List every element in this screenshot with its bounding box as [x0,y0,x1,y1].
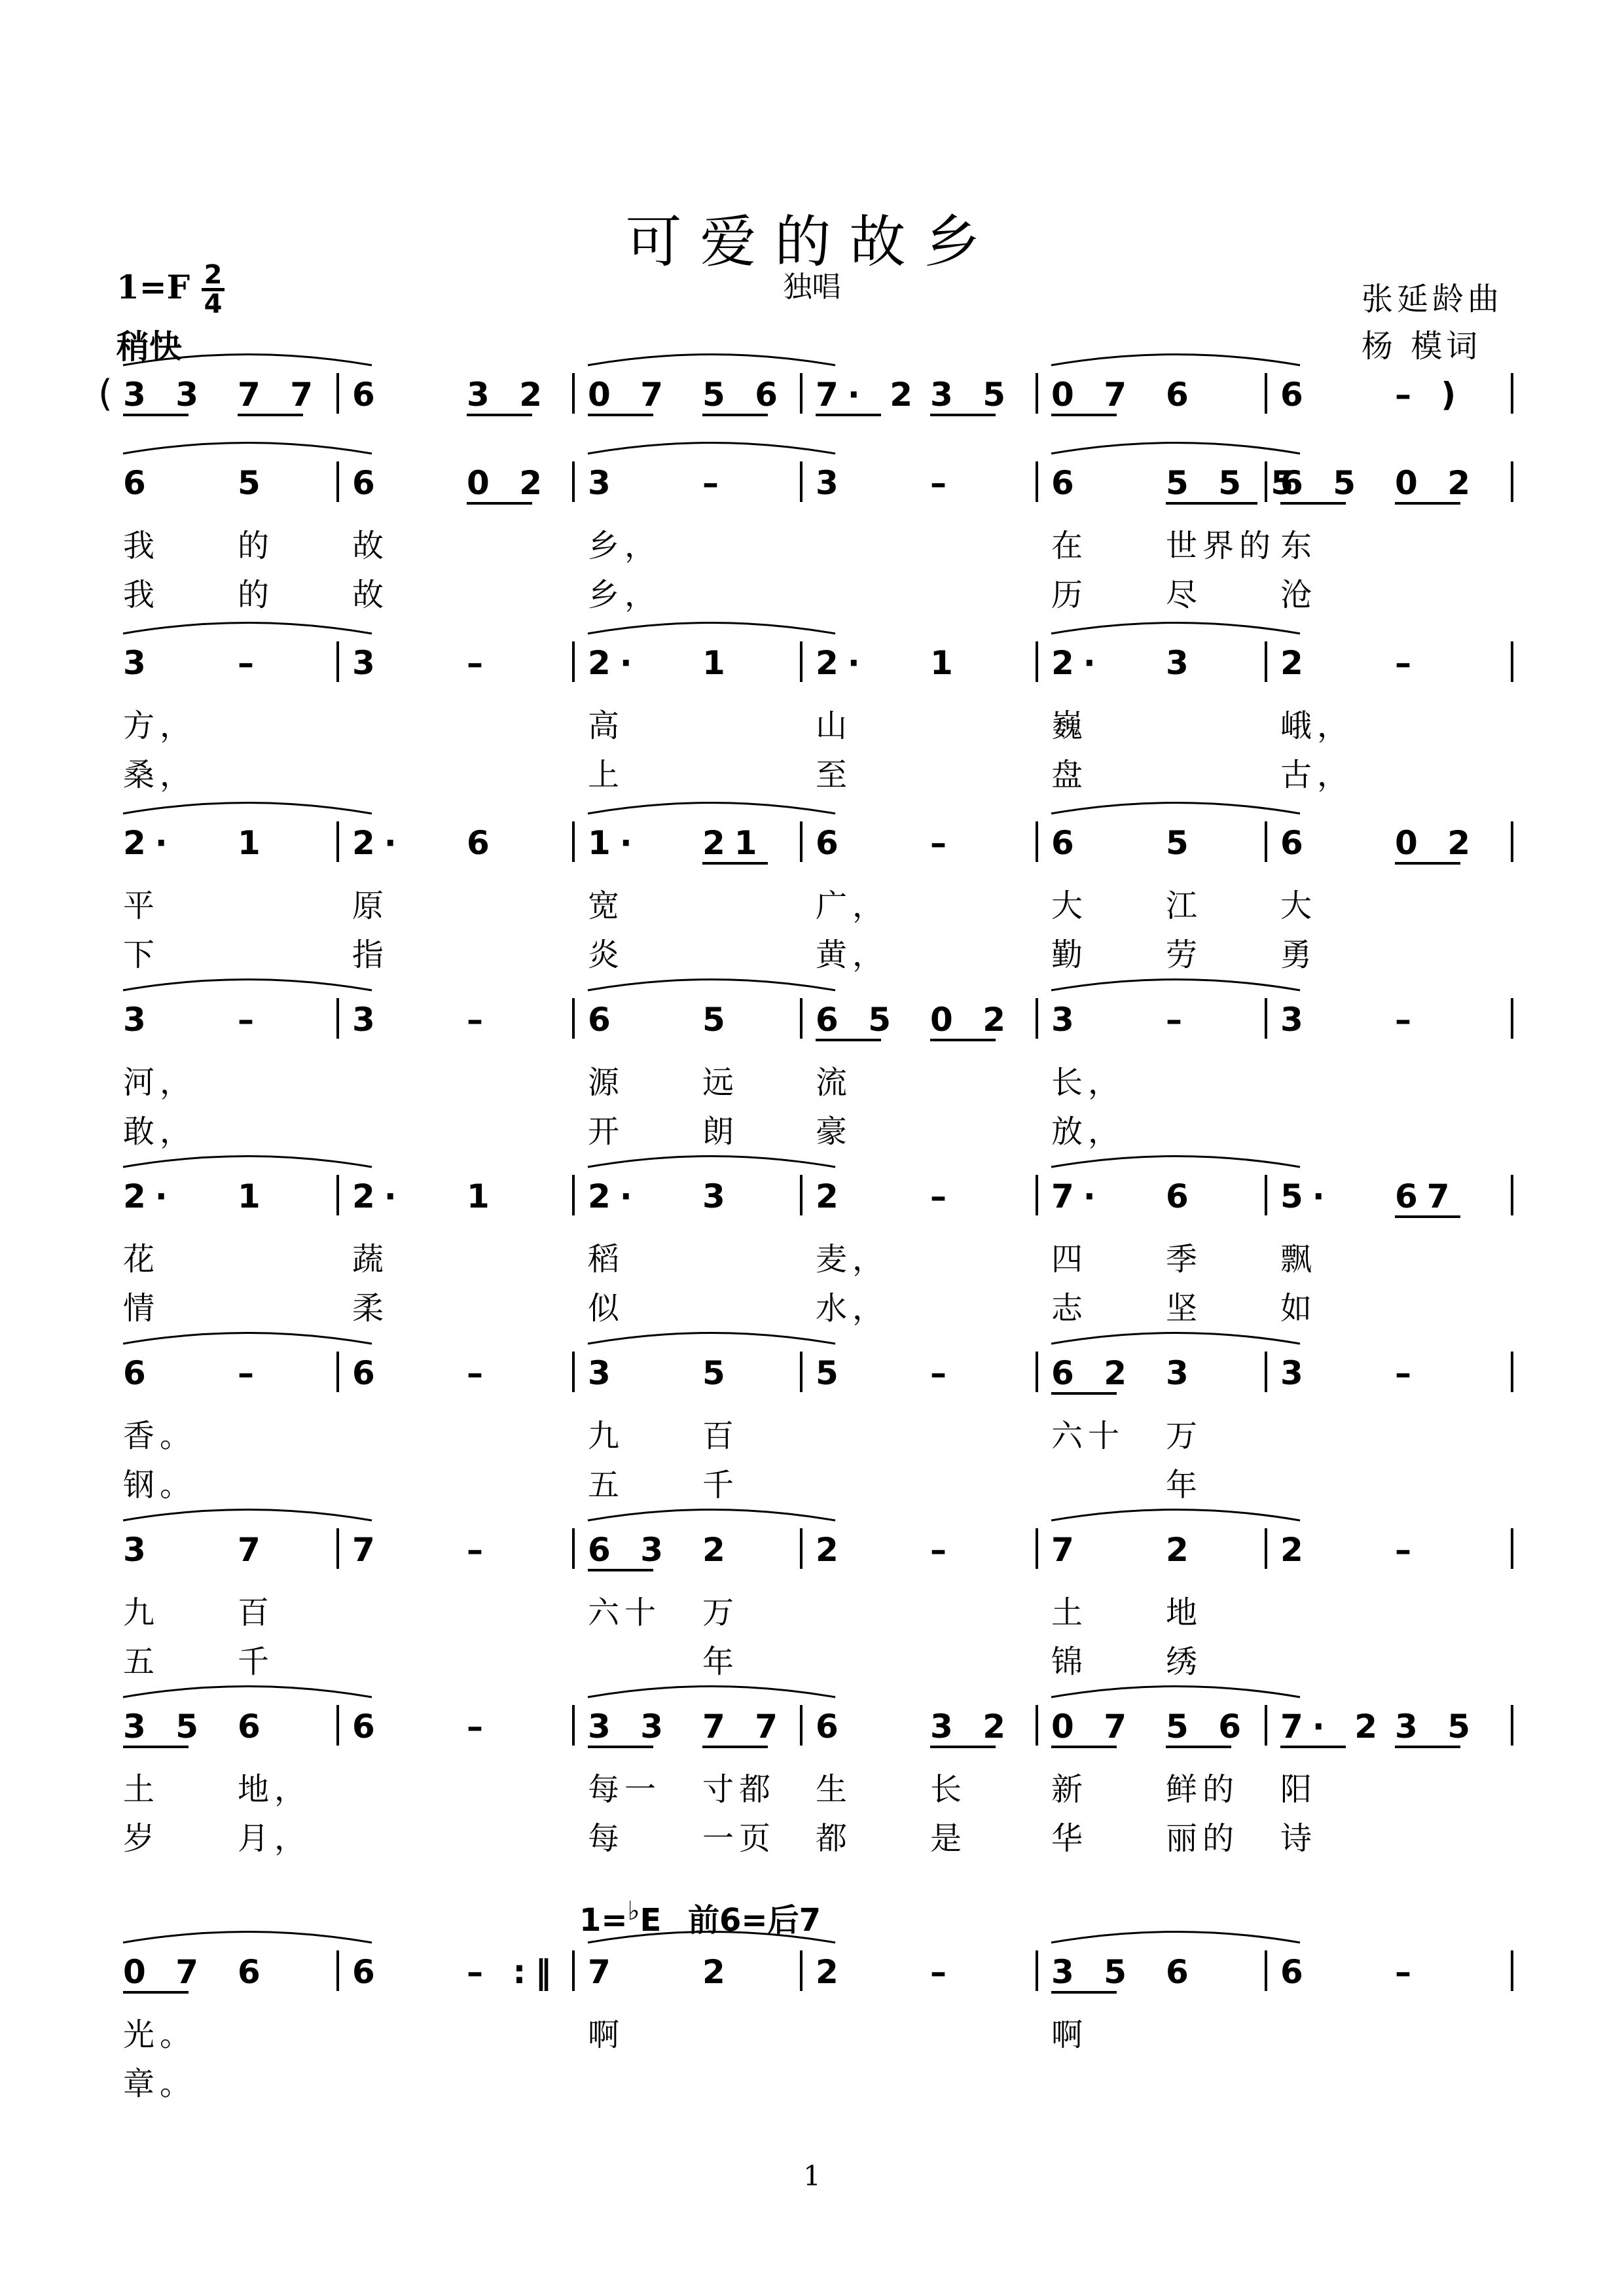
note-group: 2 [816,1531,848,1569]
slur [588,1333,835,1344]
slur [123,980,372,991]
lyric-syllable: 朗 [702,1113,740,1150]
lyric-syllable: 麦， [816,1241,890,1278]
note-group: 7 [238,1531,270,1569]
note-group: – [702,464,728,502]
note-group: 3 [352,1001,384,1039]
slur [123,1333,372,1344]
slur [588,355,835,366]
lyric-syllable: 故 [352,577,389,613]
note-group: 3 [123,644,155,682]
slur [123,355,372,366]
note-group: 3 [1280,1354,1312,1392]
lyric-syllable: 故 [352,528,389,564]
note-group: – ) [1395,376,1466,414]
lyric-syllable: 千 [702,1467,740,1503]
note-group: 2· [1051,644,1105,682]
lyric-syllable: 河， [123,1064,197,1101]
note-group: 3 [352,644,384,682]
note-group: 5 [702,1354,734,1392]
lyric-syllable: 劳 [1166,937,1203,973]
note-group: 6 [1280,376,1312,414]
lyric-syllable: 源 [588,1064,625,1101]
note-group: 2· [352,1177,406,1215]
note-group: 0 2 [467,464,551,502]
slur [588,1687,835,1698]
note-group: 1 [238,1177,270,1215]
note-group: 2 [816,1953,848,1991]
lyric-syllable: 诗 [1280,1820,1318,1857]
note-group: – [1395,1531,1420,1569]
note-group: 5 [816,1354,848,1392]
lyric-syllable: 豪 [816,1113,853,1150]
flat-sign: ♭ [627,1896,640,1926]
note-group: – [238,1001,263,1039]
time-signature-numerator: 2 [202,262,225,291]
lyric-syllable: 万 [702,1594,740,1631]
lyric-syllable: 广， [816,888,890,924]
lyric-syllable: 一页 [702,1820,776,1857]
lyric-syllable: 香。 [123,1418,197,1454]
note-group: – [467,1354,492,1392]
lyric-syllable: 东 [1280,528,1318,564]
lyric-syllable: 志 [1051,1290,1089,1327]
lyric-syllable: 盘 [1051,757,1089,793]
note-group: 2· [123,824,177,862]
note-group: 3 [1280,1001,1312,1039]
lyric-syllable: 蔬 [352,1241,389,1278]
lyric-syllable: 下 [123,937,160,973]
slur [1051,1687,1300,1698]
slur [588,443,835,454]
lyric-syllable: 钢。 [123,1467,197,1503]
lyric-syllable: 华 [1051,1820,1089,1857]
slur [588,623,835,634]
lyric-syllable: 上 [588,757,625,793]
lyric-syllable: 坚 [1166,1290,1203,1327]
lyric-syllable: 寸都 [702,1771,776,1808]
lyric-syllable: 长 [930,1771,967,1808]
note-group: 6 [1051,464,1083,502]
lyric-syllable: 的 [238,577,275,613]
song-subtitle: 独唱 [783,270,841,304]
note-group: – [930,1354,956,1392]
note-group: 5 [702,1001,734,1039]
note-group: 6 5 [816,1001,900,1039]
note-group: 2 [1166,1531,1198,1569]
slur [588,980,835,991]
lyric-syllable: 百 [702,1418,740,1454]
key-change-letter: E [640,1902,662,1939]
note-group: 1 [930,644,962,682]
note-group: 1 [238,824,270,862]
note-group: – [930,824,956,862]
lyricist-credit: 杨 模词 [1362,328,1482,365]
time-signature-denominator: 4 [204,289,223,319]
lyric-syllable: 炎 [588,937,625,973]
note-group: 3 2 [467,376,551,414]
lyric-syllable: 岁 [123,1820,160,1857]
note-group: – [930,464,956,502]
note-group: 2 [1280,644,1312,682]
note-group: 5 [1166,824,1198,862]
note-group: – [467,1708,492,1746]
note-group: 6 [238,1708,270,1746]
note-group: 5 5 5 [1166,464,1303,502]
lyric-syllable: 在 [1051,528,1089,564]
note-group: 3 5 [1051,1953,1136,1991]
lyric-syllable: 敢， [123,1113,197,1150]
lyric-syllable: 放， [1051,1113,1125,1150]
note-group: 3 [702,1177,734,1215]
note-group: 3 [588,464,620,502]
note-group: 6 [352,1953,384,1991]
note-group: – [1166,1001,1191,1039]
key-change-note: 前6=后7 [688,1902,821,1939]
note-group: – :‖ [467,1953,561,1991]
lyric-syllable: 大 [1051,888,1089,924]
lyric-syllable: 五 [123,1643,160,1680]
note-group: – [930,1177,956,1215]
lyric-syllable: 鲜的 [1166,1771,1240,1808]
note-group: 7· 2 [1280,1708,1386,1746]
slur [1051,443,1300,454]
slur [123,1157,372,1168]
lyric-syllable: 峨， [1280,708,1354,744]
note-group: – [1395,1354,1420,1392]
lyric-syllable: 季 [1166,1241,1203,1278]
slur [588,1932,835,1943]
lyric-syllable: 流 [816,1064,853,1101]
lyric-syllable: 新 [1051,1771,1089,1808]
tempo-marking: 稍快 [117,328,182,366]
note-group: 7 7 [238,376,322,414]
note-group: 1· [588,824,641,862]
slur [123,1932,372,1943]
lyric-syllable: 百 [238,1594,275,1631]
note-group: 0 2 [1395,464,1479,502]
lyric-syllable: 世界的 [1166,528,1276,564]
lyric-syllable: 千 [238,1643,275,1680]
lyric-syllable: 月， [238,1820,312,1857]
note-group: 6 [467,824,499,862]
slur [588,1510,835,1521]
song-title: 可爱的故乡 [625,209,999,275]
note-group: 3 3 [588,1708,672,1746]
note-group: 7 7 [702,1708,787,1746]
lyric-syllable: 勇 [1280,937,1318,973]
note-group: – [467,1001,492,1039]
slur [1051,623,1300,634]
lyric-syllable: 乡， [588,528,662,564]
note-group: 6 [1051,824,1083,862]
lyric-syllable: 原 [352,888,389,924]
note-group: 5 6 [702,376,787,414]
lyric-syllable: 生 [816,1771,853,1808]
lyric-syllable: 指 [352,937,389,973]
lyric-syllable: 大 [1280,888,1318,924]
lyric-syllable: 黄， [816,937,890,973]
note-group: 21 [702,824,767,862]
note-group: 1 [467,1177,499,1215]
key-change-prefix: 1= [579,1902,628,1939]
note-group: 3 5 [1395,1708,1479,1746]
lyric-syllable: 沧 [1280,577,1318,613]
note-group: 7 [588,1953,620,1991]
lyric-syllable: 远 [702,1064,740,1101]
note-group: 6 [1280,824,1312,862]
lyric-syllable: 六十 [1051,1418,1125,1454]
lyric-syllable: 水， [816,1290,890,1327]
lyric-syllable: 年 [702,1643,740,1680]
note-group: 6 5 [1280,464,1365,502]
note-group: – [930,1531,956,1569]
lyric-syllable: 古， [1280,757,1354,793]
lyric-syllable: 如 [1280,1290,1318,1327]
lyric-syllable: 花 [123,1241,160,1278]
lyric-syllable: 啊 [1051,2017,1089,2053]
note-group: – [1395,644,1420,682]
lyric-syllable: 年 [1166,1467,1203,1503]
note-group: 0 2 [1395,824,1479,862]
note-group: – [238,644,263,682]
note-group: 6 [238,1953,270,1991]
slur [1051,980,1300,991]
lyric-syllable: 高 [588,708,625,744]
lyric-syllable: 土 [123,1771,160,1808]
note-group: – [467,1531,492,1569]
composer-credit: 张延龄曲 [1362,281,1504,317]
slur [123,1510,372,1521]
note-group: 6 [816,1708,848,1746]
note-group: 3 [816,464,848,502]
slur [588,1157,835,1168]
lyric-syllable: 每 [588,1820,625,1857]
note-group: 7 [352,1531,384,1569]
note-group: 3 2 [930,1708,1015,1746]
lyric-syllable: 我 [123,528,160,564]
slur [123,443,372,454]
note-group: 3 [588,1354,620,1392]
lyric-syllable: 土 [1051,1594,1089,1631]
note-group: 5 [238,464,270,502]
lyric-syllable: 尽 [1166,577,1203,613]
lyric-syllable: 情 [123,1290,160,1327]
lyric-syllable: 至 [816,757,853,793]
note-group: 2 [702,1953,734,1991]
note-group: 5· [1280,1177,1334,1215]
slur [1051,1157,1300,1168]
note-group: 2 [702,1531,734,1569]
lyric-syllable: 锦 [1051,1643,1089,1680]
note-group: 5 6 [1166,1708,1250,1746]
note-group: 7· 2 [816,376,922,414]
page-number: 1 [803,2160,821,2192]
note-group: 6 [1166,1177,1198,1215]
note-group: 3 3 [123,376,208,414]
lyric-syllable: 九 [123,1594,160,1631]
note-group: 7 [1051,1531,1083,1569]
note-group: – [1395,1001,1420,1039]
note-group: 2· [588,1177,641,1215]
lyric-syllable: 江 [1166,888,1203,924]
slur [588,803,835,814]
note-group: 3 [123,1001,155,1039]
note-group: 6 [816,824,848,862]
lyric-syllable: 四 [1051,1241,1089,1278]
note-group: 6 3 [588,1531,672,1569]
lyric-syllable: 绣 [1166,1643,1203,1680]
note-group: – [1395,1953,1420,1991]
note-group: 0 7 [1051,1708,1136,1746]
note-group: 6 [588,1001,620,1039]
note-group: 6 [1166,376,1198,414]
note-group: 3 5 [123,1708,208,1746]
lyric-syllable: 地， [238,1771,312,1808]
note-group: 0 2 [930,1001,1015,1039]
lyric-syllable: 光。 [123,2017,197,2053]
note-group: 6 [123,1354,155,1392]
lyric-syllable: 似 [588,1290,625,1327]
note-group: 3 [1051,1001,1083,1039]
note-group: 6 [352,376,384,414]
lyric-syllable: 桑， [123,757,197,793]
note-group: 67 [1395,1177,1459,1215]
slur [123,803,372,814]
lyric-syllable: 历 [1051,577,1089,613]
slur [1051,803,1300,814]
lyric-syllable: 方， [123,708,197,744]
note-group: 2· [816,644,869,682]
lyric-syllable: 每一 [588,1771,662,1808]
note-group: 6 [1280,1953,1312,1991]
note-group: 2· [123,1177,177,1215]
slur [1051,1932,1300,1943]
note-group: – [930,1953,956,1991]
lyric-syllable: 巍 [1051,708,1089,744]
lyric-syllable: 都 [816,1820,853,1857]
note-group: 3 [123,1531,155,1569]
note-group: 2· [588,644,641,682]
lyric-syllable: 的 [238,528,275,564]
lyric-syllable: 六十 [588,1594,662,1631]
note-group: 3 [1166,644,1198,682]
note-group: 0 7 [123,1953,208,1991]
lyric-syllable: 九 [588,1418,625,1454]
note-group: 6 [123,464,155,502]
slur [1051,1333,1300,1344]
note-group: 6 [352,1354,384,1392]
note-group: 0 7 [588,376,672,414]
note-group: 2 [1280,1531,1312,1569]
note-group: 1 [702,644,734,682]
lyric-syllable: 山 [816,708,853,744]
lyric-syllable: 啊 [588,2017,625,2053]
slur [1051,355,1300,366]
lyric-syllable: 长， [1051,1064,1125,1101]
note-group: – [238,1354,263,1392]
note-group: 0 7 [1051,376,1136,414]
note-group: 2· [352,824,406,862]
note-group: 6 [352,464,384,502]
note-group: 2 [816,1177,848,1215]
lyric-syllable: 宽 [588,888,625,924]
repeat-open-paren: ( [98,372,113,415]
lyric-syllable: 飘 [1280,1241,1318,1278]
slur [123,1687,372,1698]
lyric-syllable: 稻 [588,1241,625,1278]
lyric-syllable: 勤 [1051,937,1089,973]
note-group: – [467,644,492,682]
lyric-syllable: 地 [1166,1594,1203,1631]
note-group: 6 2 [1051,1354,1136,1392]
note-group: 6 [1166,1953,1198,1991]
lyric-syllable: 丽的 [1166,1820,1240,1857]
lyric-syllable: 章。 [123,2066,197,2102]
lyric-syllable: 阳 [1280,1771,1318,1808]
lyric-syllable: 五 [588,1467,625,1503]
slur [123,623,372,634]
lyric-syllable: 乡， [588,577,662,613]
note-group: 7· [1051,1177,1105,1215]
lyric-syllable: 是 [930,1820,967,1857]
note-group: 3 5 [930,376,1015,414]
lyric-syllable: 万 [1166,1418,1203,1454]
lyric-syllable: 开 [588,1113,625,1150]
slur [1051,1510,1300,1521]
lyric-syllable: 平 [123,888,160,924]
lyric-syllable: 柔 [352,1290,389,1327]
lyric-syllable: 我 [123,577,160,613]
key-label: 1=F [117,268,190,306]
note-group: 6 [352,1708,384,1746]
note-group: 3 [1166,1354,1198,1392]
